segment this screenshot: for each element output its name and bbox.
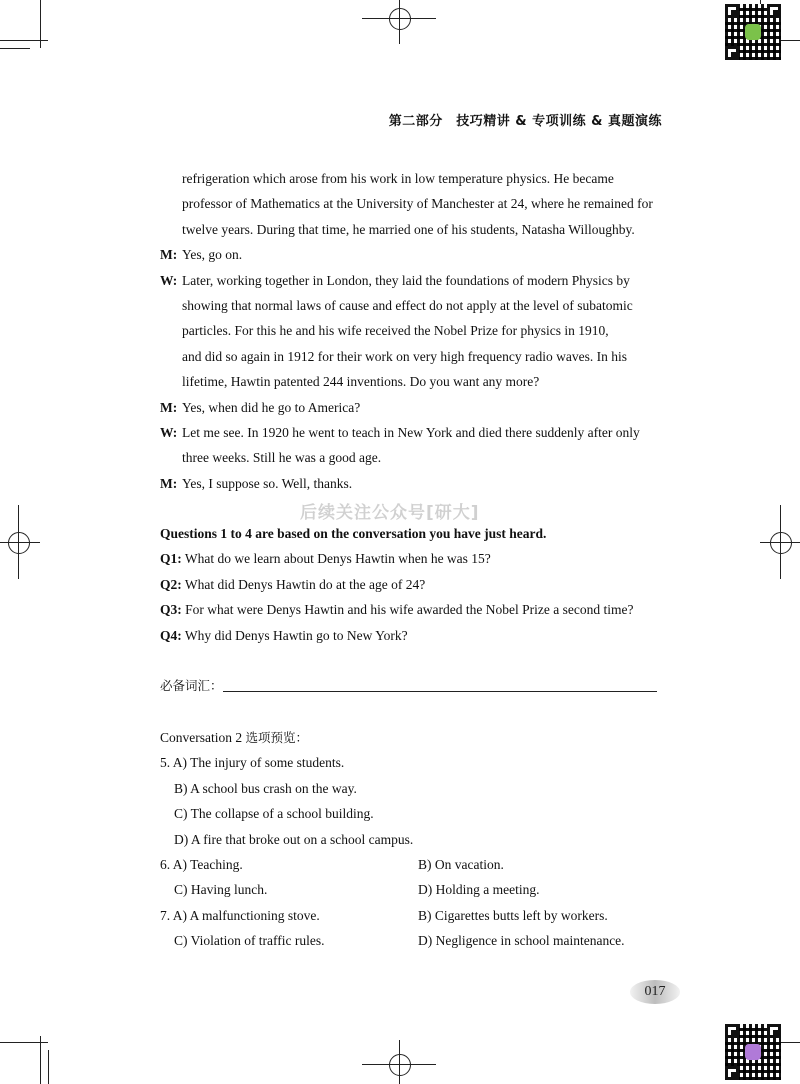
dialogue-text: Yes, I suppose so. Well, thanks. bbox=[182, 475, 353, 491]
option-item: B) A school bus crash on the way. bbox=[174, 780, 357, 796]
option-item: B) Cigarettes butts left by workers. bbox=[418, 907, 608, 923]
option-row bbox=[160, 877, 663, 902]
dialogue-text: Let me see. In 1920 he went to teach in New York and died there suddenly after only bbox=[182, 424, 640, 440]
transcript-line: professor of Mathematics at the University of Manchester at 24, where he remained for bbox=[182, 196, 653, 212]
question-text: What do we learn about Denys Hawtin when he was 15? bbox=[184, 551, 491, 567]
question-label: Q4: bbox=[160, 627, 182, 643]
option-row bbox=[160, 852, 663, 877]
question-label: Q1: bbox=[160, 551, 182, 567]
dialogue-text: and did so again in 1912 for their work on very high frequency radio waves. In his bbox=[182, 348, 628, 364]
dialogue-turn bbox=[160, 395, 663, 420]
registration-mark-icon bbox=[0, 542, 40, 543]
registration-mark-icon bbox=[362, 18, 436, 19]
page-number: 017 bbox=[630, 980, 680, 1004]
dialogue-text: particles. For this he and his wife received the Nobel Prize for physics in 1910, bbox=[182, 323, 609, 339]
registration-mark-icon bbox=[389, 8, 411, 30]
qr-code-icon bbox=[725, 4, 781, 60]
registration-mark-icon bbox=[399, 0, 400, 44]
dialogue-text: three weeks. Still he was a good age. bbox=[182, 450, 382, 466]
section-header: 第二部分 技巧精讲 & 专项训练 & 真题演练 bbox=[388, 114, 662, 129]
transcript-line: twelve years. During that time, he married one of his students, Natasha Willoughby. bbox=[182, 221, 635, 237]
question-text: What did Denys Hawtin do at the age of 24? bbox=[184, 576, 426, 592]
preview-section bbox=[160, 725, 663, 954]
option-item: D) Holding a meeting. bbox=[418, 882, 540, 898]
dialogue-text: lifetime, Hawtin patented 244 inventions. Do you want any more? bbox=[182, 374, 540, 390]
crop-mark bbox=[0, 40, 48, 41]
watermark: 后续关注公众号[研大] bbox=[300, 503, 480, 523]
dialogue-text: Yes, when did he go to America? bbox=[182, 399, 361, 415]
registration-mark-icon bbox=[362, 1064, 436, 1065]
dialogue-text: Yes, go on. bbox=[182, 247, 243, 263]
registration-mark-icon bbox=[389, 1054, 411, 1076]
option-item: D) A fire that broke out on a school campus. bbox=[174, 831, 414, 847]
registration-mark-icon bbox=[760, 542, 800, 543]
question-label: Q2: bbox=[160, 576, 182, 592]
option-row bbox=[160, 903, 663, 928]
speaker-label: W: bbox=[160, 424, 178, 440]
question-text: Why did Denys Hawtin go to New York? bbox=[184, 627, 408, 643]
crop-mark bbox=[48, 1050, 49, 1084]
speaker-label: M: bbox=[160, 399, 178, 415]
option-item: 5. A) The injury of some students. bbox=[160, 755, 345, 771]
registration-mark-icon bbox=[399, 1040, 400, 1084]
speaker-label: M: bbox=[160, 475, 178, 491]
registration-mark-icon bbox=[770, 532, 792, 554]
question-item bbox=[160, 572, 663, 597]
speaker-label: M: bbox=[160, 247, 178, 263]
transcript bbox=[160, 166, 663, 496]
option-row bbox=[160, 928, 663, 953]
preview-title-cn: 选项预览： bbox=[245, 730, 309, 745]
dialogue-turn bbox=[160, 268, 663, 395]
dialogue-turn bbox=[160, 471, 663, 496]
dialogue-turn bbox=[160, 242, 663, 267]
option-item: C) Having lunch. bbox=[174, 882, 268, 898]
option-item: D) Negligence in school maintenance. bbox=[418, 933, 625, 949]
option-item: 6. A) Teaching. bbox=[160, 856, 243, 872]
option-item: C) Violation of traffic rules. bbox=[174, 933, 325, 949]
preview-title bbox=[160, 725, 663, 750]
option-item: C) The collapse of a school building. bbox=[174, 806, 374, 822]
qr-code-icon bbox=[725, 1024, 781, 1080]
option-item: B) On vacation. bbox=[418, 856, 504, 872]
vocab-row bbox=[160, 676, 663, 694]
crop-mark bbox=[0, 1042, 48, 1043]
dialogue-turn bbox=[160, 420, 663, 471]
dialogue-text: Later, working together in London, they laid the foundations of modern Physics by bbox=[182, 272, 630, 288]
question-label: Q3: bbox=[160, 602, 182, 618]
option-item: 7. A) A malfunctioning stove. bbox=[160, 907, 320, 923]
question-text: For what were Denys Hawtin and his wife awarded the Nobel Prize a second time? bbox=[185, 602, 634, 618]
speaker-label: W: bbox=[160, 272, 178, 288]
question-item bbox=[160, 597, 663, 622]
dialogue-text: showing that normal laws of cause and effect do not apply at the level of subatomic bbox=[182, 297, 633, 313]
questions-heading: Questions 1 to 4 are based on the conversation you have just heard. bbox=[160, 526, 547, 541]
question-item bbox=[160, 546, 663, 571]
crop-mark bbox=[0, 48, 30, 49]
crop-mark bbox=[40, 1036, 41, 1084]
transcript-line: refrigeration which arose from his work in low temperature physics. He became bbox=[182, 171, 614, 186]
registration-mark-icon bbox=[8, 532, 30, 554]
vocab-label: 必备词汇： bbox=[160, 678, 223, 693]
question-item bbox=[160, 623, 663, 648]
vocab-blank-line[interactable] bbox=[223, 677, 657, 692]
questions-section bbox=[160, 521, 663, 648]
preview-title-en: Conversation 2 bbox=[160, 730, 246, 745]
